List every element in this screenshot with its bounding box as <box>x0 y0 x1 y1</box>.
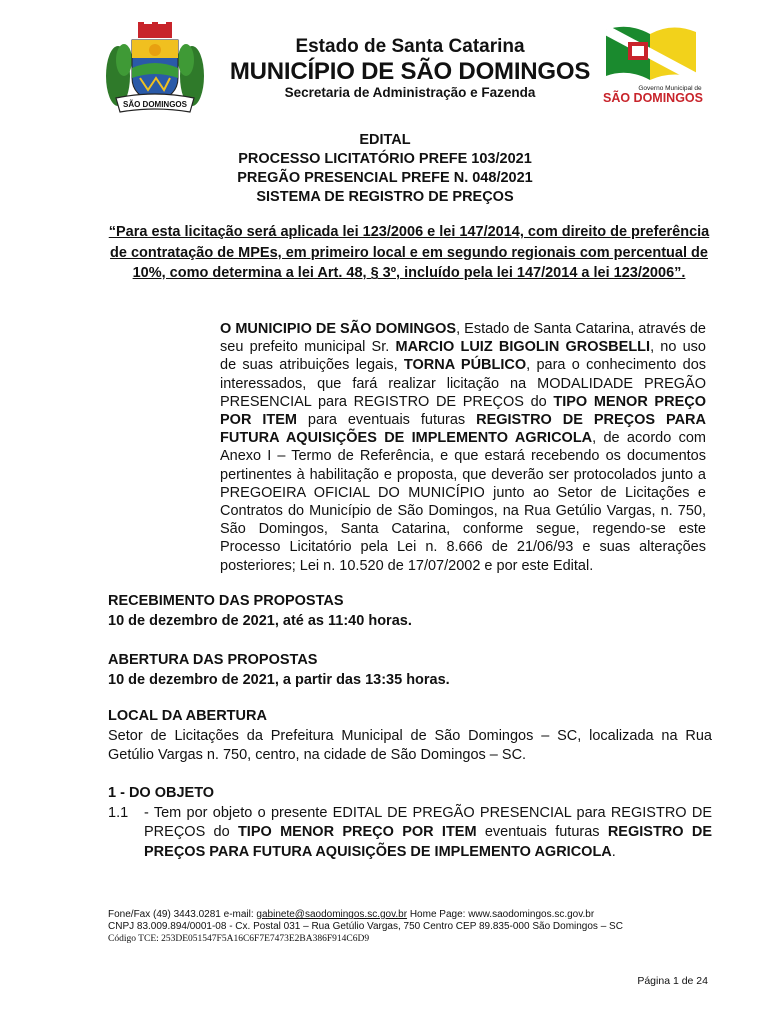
title-processo: PROCESSO LICITATÓRIO PREFE 103/2021 <box>238 151 532 167</box>
intro-mayor: MARCIO LUIZ BIGOLIN GROSBELLI <box>395 339 651 356</box>
objeto-tipo: TIPO MENOR PREÇO POR ITEM <box>237 824 477 840</box>
header-secretariat: Secretaria de Administração e Fazenda <box>284 85 536 100</box>
intro-text-3: , para o conhecimento dos interessados, que fará realizar licitação na MODALIDADE PREGÃO PRESENCIAL para REGISTRO DE PREÇOS do <box>220 357 707 410</box>
municipal-crest-icon <box>104 20 206 116</box>
intro-registro: REGISTRO DE PREÇOS PARA FUTURA AQUISIÇÕES DE IMPLEMENTO AGRICOLA <box>220 412 706 447</box>
footer-email-link[interactable]: gabinete@saodomingos.sc.gov.br <box>256 909 408 920</box>
objeto-section <box>108 784 712 862</box>
intro-text-1: , Estado de Santa Catarina, através de seu prefeito municipal Sr. <box>220 321 706 356</box>
intro-text-2: , no uso de suas atribuições legais, <box>220 339 706 374</box>
gov-logo-big-text: SÃO DOMINGOS <box>602 91 704 105</box>
footer-phone: Fone/Fax (49) 3443.0281 e-mail: <box>108 909 257 920</box>
intro-paragraph <box>220 320 706 575</box>
objeto-text-2: eventuais futuras <box>476 824 608 840</box>
title-pregao: PREGÃO PRESENCIAL PREFE N. 048/2021 <box>237 170 533 186</box>
footer-address: CNPJ 83.009.894/0001-08 - Cx. Postal 031 – Rua Getúlio Vargas, 750 Centro CEP 89.835-000 São Domingos – SC <box>108 921 623 932</box>
footer-homepage: Home Page: www.saodomingos.sc.gov.br <box>407 909 595 920</box>
intro-text-4: para eventuais futuras <box>296 412 477 429</box>
intro-tipo: TIPO MENOR PREÇO POR ITEM <box>220 393 706 429</box>
gov-logo-small-text: Governo Municipal de <box>638 85 702 92</box>
objeto-item-number: 1.1 <box>108 804 129 821</box>
abertura-section <box>108 651 712 690</box>
footer <box>108 909 712 945</box>
intro-torna-publico: TORNA PÚBLICO <box>403 357 527 374</box>
crest-banner-text: SÃO DOMINGOS <box>122 100 188 109</box>
objeto-item <box>108 804 712 863</box>
abertura-date: 10 de dezembro de 2021, a partir das 13:35 horas. <box>108 671 450 688</box>
intro-municipio: O MUNICIPIO DE SÃO DOMINGOS <box>220 321 457 337</box>
footer-tce-code: Código TCE: 253DE051547F5A16C6F7E7473E2BA386F914C6D9 <box>108 934 370 944</box>
local-section <box>108 707 712 766</box>
recebimento-section <box>108 592 712 631</box>
objeto-text-3: . <box>611 843 616 860</box>
edital-titles <box>150 131 620 207</box>
objeto-registro: REGISTRO DE PREÇOS PARA FUTURA AQUISIÇÕES DE IMPLEMENTO AGRICOLA <box>144 824 712 860</box>
header-state: Estado de Santa Catarina <box>295 36 525 57</box>
objeto-text-1: - Tem por objeto o presente EDITAL DE PREGÃO PRESENCIAL para REGISTRO DE PREÇOS do <box>144 804 712 840</box>
abertura-heading: ABERTURA DAS PROPOSTAS <box>108 652 318 668</box>
title-edital: EDITAL <box>359 132 411 148</box>
header-municipality: MUNICÍPIO DE SÃO DOMINGOS <box>229 58 591 85</box>
title-sistema: SISTEMA DE REGISTRO DE PREÇOS <box>256 189 514 205</box>
objeto-heading: 1 - DO OBJETO <box>108 785 215 801</box>
local-heading: LOCAL DA ABERTURA <box>108 708 267 724</box>
page-number: Página 1 de 24 <box>637 975 708 987</box>
recebimento-heading: RECEBIMENTO DAS PROPOSTAS <box>108 593 344 609</box>
preference-note: “Para esta licitação será aplicada lei 123/2006 e lei 147/2014, com direito de preferência de contratação de MPEs, em primeiro local e em segundo regionais com percentual de 10%, como determina a lei Art. 48, § 3º, incluído pela lei 147/2014 a lei 123/2006”. <box>108 224 710 281</box>
intro-text-5: , de acordo com Anexo I – Termo de Referência, e que estará recebendo os documentos pertinentes à habilitação e proposta, que deverão ser protocolados junto a PREGOEIRA OFICIAL DO MUNICÍPIO junto ao Setor de Licitações e Contratos do Município de São Domingos, na Rua Getúlio Vargas, n. 750, São Domingos, Santa Catarina, conforme segue, regendo-se este Processo Licitatório pela Lei n. 8.666 de 21/06/93 e suas alterações posteriores; Lei n. 10.520 de 17/07/2002 e por este Edital. <box>220 430 706 574</box>
local-text: Setor de Licitações da Prefeitura Municipal de São Domingos – SC, localizada na Rua Getúlio Vargas n. 750, centro, na cidade de São Domingos – SC. <box>108 727 712 763</box>
footer-contact <box>108 909 712 921</box>
recebimento-date: 10 de dezembro de 2021, até as 11:40 horas. <box>108 612 412 629</box>
